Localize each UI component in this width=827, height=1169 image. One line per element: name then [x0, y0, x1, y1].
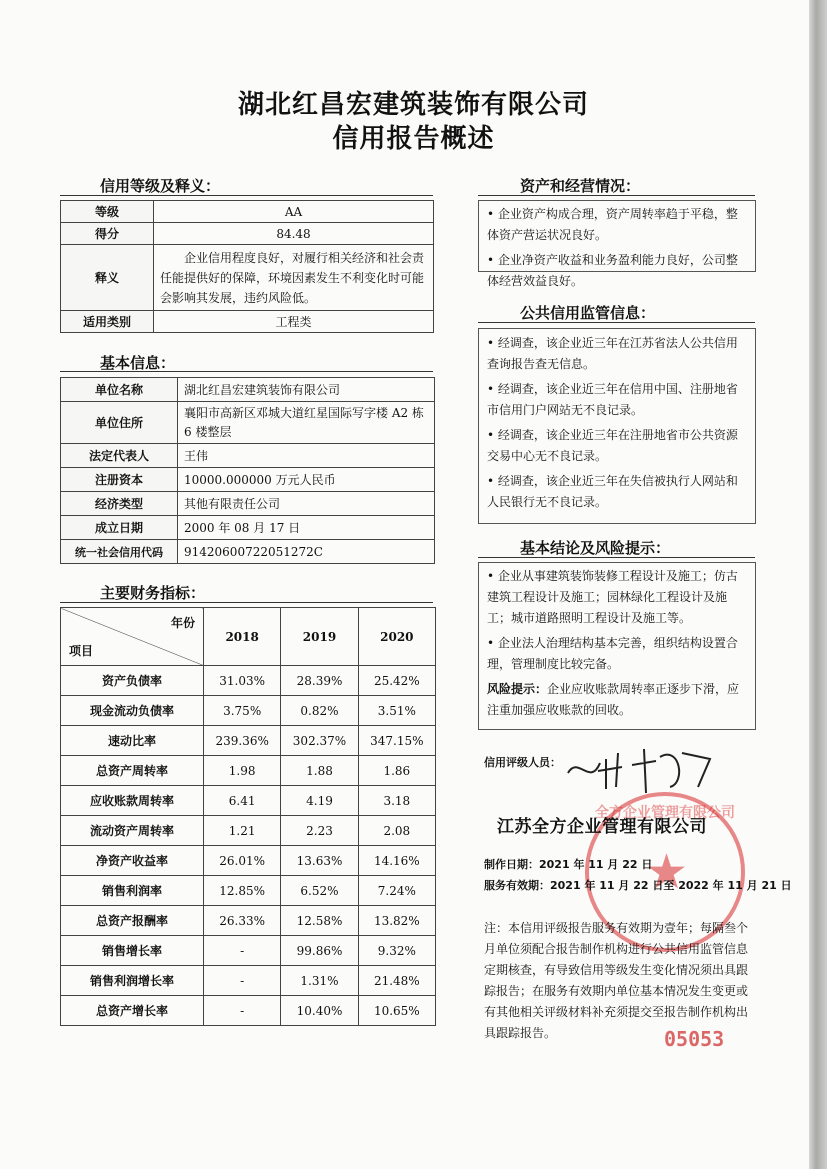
basic-label: 成立日期 — [61, 516, 178, 540]
basic-label: 法定代表人 — [61, 444, 178, 468]
finance-item-label: 总资产周转率 — [61, 756, 204, 786]
finance-row — [61, 996, 436, 1026]
credit-label: 适用类别 — [61, 311, 154, 333]
finance-value: 12.58% — [281, 906, 358, 936]
finance-value: 26.01% — [204, 846, 281, 876]
valid-label: 服务有效期： — [484, 879, 550, 892]
supervision-item: • 经调查，该企业近三年在注册地省市公共资源交易中心无不良记录。 — [487, 428, 738, 463]
finance-value: 1.88 — [281, 756, 358, 786]
basic-label: 单位住所 — [61, 402, 178, 444]
finance-value: 1.98 — [204, 756, 281, 786]
corner-item-label: 项目 — [69, 644, 94, 658]
risk-label: 风险提示： — [487, 682, 548, 696]
finance-value: 3.18 — [358, 786, 435, 816]
validity-note: 注：本信用评级报告服务有效期为壹年；每隔叁个月单位须配合报告制作机构进行公共信用监管信息定期核查，有导致信用等级发生变化情况须出具跟踪报告；在服务有效期内单位基本情况发生变更或有其他相关评级材料补充须提交至报告制作机构出具跟踪报告。 — [484, 921, 749, 1040]
divider — [60, 195, 433, 196]
basic-table — [60, 377, 435, 564]
registered-capital: 10000.000000 万元人民币 — [178, 468, 435, 492]
finance-item-label: 净资产收益率 — [61, 846, 204, 876]
finance-row — [61, 726, 436, 756]
finance-item-label: 资产负债率 — [61, 666, 204, 696]
finance-row — [61, 936, 436, 966]
finance-value: - — [204, 996, 281, 1026]
finance-value: 1.86 — [358, 756, 435, 786]
finance-value: 13.82% — [358, 906, 435, 936]
seal-star-icon: ★ — [645, 844, 689, 900]
finance-item-label: 流动资产周转率 — [61, 816, 204, 846]
risk-note — [487, 679, 747, 721]
conclusion-box — [478, 562, 756, 730]
finance-item-label: 速动比率 — [61, 726, 204, 756]
finance-value: 14.16% — [358, 846, 435, 876]
divider — [60, 371, 433, 372]
finance-row — [61, 906, 436, 936]
finance-value: 12.85% — [204, 876, 281, 906]
credit-score: 84.48 — [154, 223, 434, 245]
year-header: 2020 — [358, 608, 435, 666]
finance-value: 25.42% — [358, 666, 435, 696]
finance-row — [61, 876, 436, 906]
finance-header-row — [61, 608, 436, 666]
made-date-line — [484, 856, 652, 872]
year-header: 2019 — [281, 608, 358, 666]
finance-value: 9.32% — [358, 936, 435, 966]
legal-representative: 王伟 — [178, 444, 435, 468]
divider — [60, 602, 433, 603]
made-date-label: 制作日期： — [484, 858, 539, 871]
economic-type: 其他有限责任公司 — [178, 492, 435, 516]
finance-value: 302.37% — [281, 726, 358, 756]
finance-value: 1.21 — [204, 816, 281, 846]
finance-item-label: 销售利润增长率 — [61, 966, 204, 996]
finance-value: 6.52% — [281, 876, 358, 906]
finance-heading: 主要财务指标： — [100, 584, 206, 602]
finance-value: 0.82% — [281, 696, 358, 726]
finance-value: 2.08 — [358, 816, 435, 846]
finance-value: 6.41 — [204, 786, 281, 816]
supervision-box — [478, 328, 756, 524]
seal-number: 05053 — [664, 1027, 725, 1051]
basic-label: 经济类型 — [61, 492, 178, 516]
finance-value: 347.15% — [358, 726, 435, 756]
basic-label: 注册资本 — [61, 468, 178, 492]
credit-grade: AA — [154, 201, 434, 223]
seal-text: 全方企业管理有限公司 — [595, 805, 735, 821]
credit-table — [60, 200, 434, 333]
rater-label: 信用评级人员： — [484, 756, 561, 769]
finance-value: 1.31% — [281, 966, 358, 996]
supervision-heading: 公共信用监管信息： — [520, 304, 656, 322]
made-date: 2021 年 11 月 22 日 — [539, 858, 653, 871]
valid-period-line — [484, 877, 792, 893]
year-header: 2018 — [204, 608, 281, 666]
finance-row — [61, 756, 436, 786]
credit-explanation: 企业信用程度良好，对履行相关经济和社会责任能提供好的保障，环境因素发生不利变化时可能会影响其发展，违约风险低。 — [154, 245, 434, 311]
conclusion-item: • 企业从事建筑装饰装修工程设计及施工；仿古建筑工程设计及施工；园林绿化工程设计及施工；城市道路照明工程设计及施工等。 — [487, 569, 738, 625]
assets-item: • 企业净资产收益和业务盈利能力良好，公司整体经营效益良好。 — [487, 253, 738, 288]
credit-category: 工程类 — [154, 311, 434, 333]
divider — [478, 322, 755, 323]
binding-edge — [809, 0, 827, 1169]
supervision-item: • 经调查，该企业近三年在信用中国、注册地省市信用门户网站无不良记录。 — [487, 382, 738, 417]
finance-value: 10.65% — [358, 996, 435, 1026]
company-title: 湖北红昌宏建筑装饰有限公司 — [237, 90, 589, 120]
divider — [478, 557, 755, 558]
finance-value: 3.51% — [358, 696, 435, 726]
finance-value: 239.36% — [204, 726, 281, 756]
finance-row — [61, 816, 436, 846]
finance-value: 7.24% — [358, 876, 435, 906]
finance-body — [61, 666, 436, 1026]
finance-value: 2.23 — [281, 816, 358, 846]
finance-item-label: 总资产增长率 — [61, 996, 204, 1026]
finance-value: - — [204, 966, 281, 996]
basic-label: 统一社会信用代码 — [61, 540, 178, 564]
agency-name: 江苏全方企业管理有限公司 — [497, 817, 707, 837]
finance-value: 31.03% — [204, 666, 281, 696]
supervision-item: • 经调查，该企业近三年在江苏省法人公共信用查询报告查无信息。 — [487, 336, 738, 371]
finance-item-label: 现金流动负债率 — [61, 696, 204, 726]
conclusion-item: • 企业法人治理结构基本完善，组织结构设置合理，管理制度比较完备。 — [487, 636, 738, 671]
signature-image — [560, 735, 730, 795]
finance-item-label: 销售利润率 — [61, 876, 204, 906]
assets-item: • 企业资产构成合理，资产周转率趋于平稳，整体资产营运状况良好。 — [487, 207, 738, 242]
company-address: 襄阳市高新区邓城大道红星国际写字楼 A2 栋 6 楼整层 — [178, 402, 435, 444]
credit-heading: 信用等级及释义： — [100, 177, 221, 195]
finance-value: 99.86% — [281, 936, 358, 966]
credit-label: 得分 — [61, 223, 154, 245]
finance-item-label: 销售增长率 — [61, 936, 204, 966]
finance-value: 10.40% — [281, 996, 358, 1026]
finance-value: - — [204, 936, 281, 966]
finance-row — [61, 666, 436, 696]
credit-label: 释义 — [61, 245, 154, 311]
credit-code: 91420600722051272C — [178, 540, 435, 564]
company-name: 湖北红昌宏建筑装饰有限公司 — [178, 378, 435, 402]
corner-cell — [61, 608, 204, 666]
assets-box — [478, 200, 756, 288]
finance-value: 3.75% — [204, 696, 281, 726]
basic-heading: 基本信息： — [100, 354, 176, 372]
finance-value: 28.39% — [281, 666, 358, 696]
assets-heading: 资产和经营情况： — [520, 177, 641, 195]
finance-item-label: 总资产报酬率 — [61, 906, 204, 936]
credit-label: 等级 — [61, 201, 154, 223]
supervision-item: • 经调查，该企业近三年在失信被执行人网站和人民银行无不良记录。 — [487, 474, 738, 509]
finance-row — [61, 846, 436, 876]
finance-value: 21.48% — [358, 966, 435, 996]
report-title: 信用报告概述 — [332, 124, 495, 154]
corner-year-label: 年份 — [170, 616, 195, 630]
finance-item-label: 应收账款周转率 — [61, 786, 204, 816]
finance-value: 26.33% — [204, 906, 281, 936]
valid-period: 2021 年 11 月 22 日至 2022 年 11 月 21 日 — [550, 879, 792, 892]
finance-row — [61, 966, 436, 996]
conclusion-heading: 基本结论及风险提示： — [520, 539, 671, 557]
finance-table — [60, 607, 436, 1026]
risk-text: 企业应收账款周转率正逐步下滑，应注重加强应收账款的回收。 — [487, 682, 740, 717]
finance-value: 4.19 — [281, 786, 358, 816]
basic-label: 单位名称 — [61, 378, 178, 402]
founding-date: 2000 年 08 月 17 日 — [178, 516, 435, 540]
finance-row — [61, 696, 436, 726]
finance-row — [61, 786, 436, 816]
finance-value: 13.63% — [281, 846, 358, 876]
divider — [478, 195, 755, 196]
